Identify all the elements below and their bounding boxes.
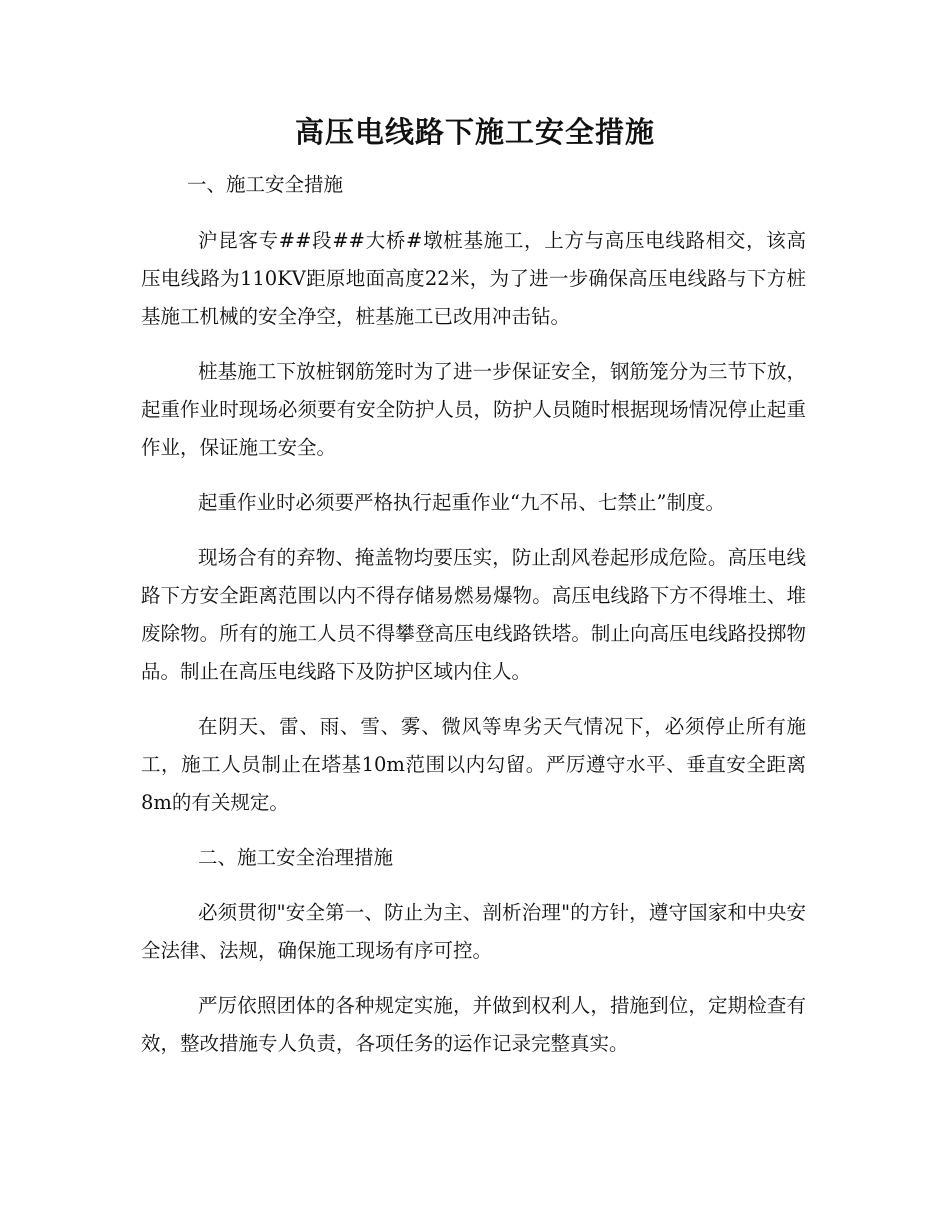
paragraph-2-2: 严厉依照团体的各种规定实施，并做到权利人，措施到位，定期检查有效，整改措施专人负责，各项任务的运作记录完整真实。 [141,994,806,1055]
paragraph-1-1: 沪昆客专##段##大桥#墩桩基施工，上方与高压电线路相交，该高压电线路为110KV距原地面高度22米，为了进一步确保高压电线路与下方桩基施工机械的安全净空，桩基施工已改用冲击钻。 [141,229,806,328]
paragraph-1-5: 在阴天、雷、雨、雪、雾、微风等卑劣天气情况下，必须停止所有施工，施工人员制止在塔基10m范围以内勾留。严厉遵守水平、垂直安全距离8m的有关规定。 [141,715,806,814]
paragraph-1-3: 起重作业时必须要严格执行起重作业“九不吊、七禁止”制度。 [198,491,725,514]
paragraph-2-1: 必须贯彻"安全第一、防止为主、剖析治理"的方针，遵守国家和中央安全法律、法规，确保施工现场有序可控。 [141,901,806,962]
document-title: 高压电线路下施工安全措施 [294,115,655,149]
section-heading-1: 一、施工安全措施 [187,173,344,196]
paragraph-1-4: 现场合有的弃物、掩盖物均要压实，防止刮风卷起形成危险。高压电线路下方安全距离范围以内不得存储易燃易爆物。高压电线路下方不得堆土、堆废除物。所有的施工人员不得攀登高压电线路铁塔。制止向高压电线路投掷物品。制止在高压电线路下及防护区域内住人。 [141,546,806,683]
document-body [141,166,806,1080]
section-heading-2: 二、施工安全治理措施 [198,846,394,869]
paragraph-1-2: 桩基施工下放桩钢筋笼时为了进一步保证安全，钢筋笼分为三节下放，起重作业时现场必须要有安全防护人员，防护人员随时根据现场情况停止起重作业，保证施工安全。 [141,360,806,459]
